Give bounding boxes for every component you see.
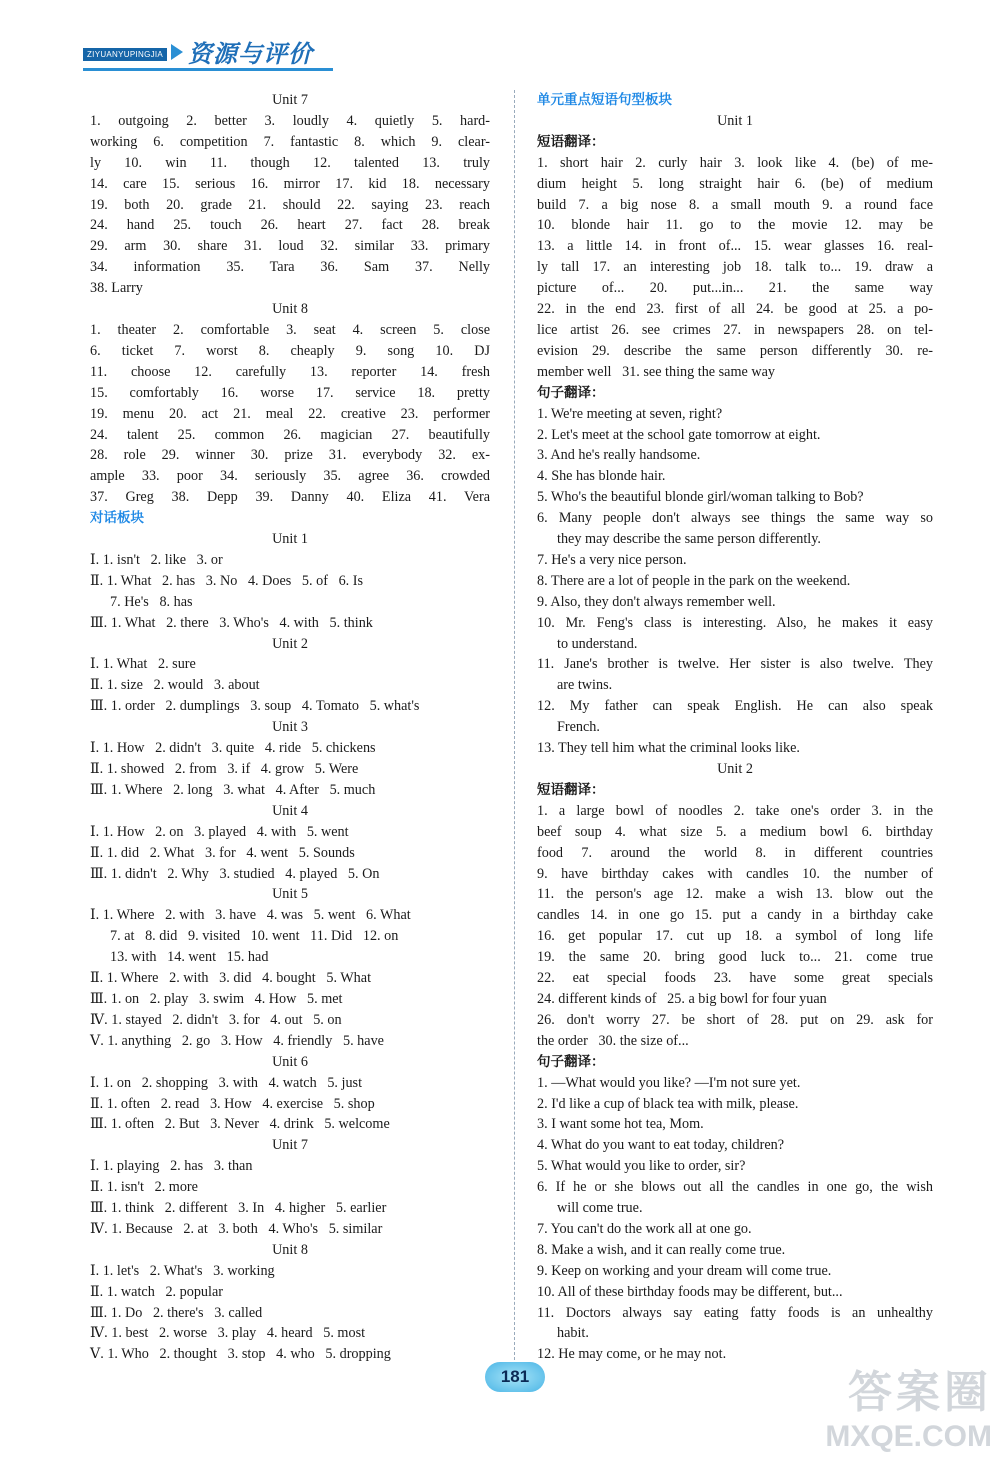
answer-line: evision 29. describe the same person differently 30. re-: [537, 342, 933, 359]
answer-line: the order 30. the size of...: [537, 1032, 689, 1049]
answer-line: 22. eat special foods 23. have some great specials: [537, 970, 933, 987]
answer-line: 4. What do you want to eat today, children?: [537, 1137, 785, 1154]
unit-heading: Unit 5: [272, 886, 308, 903]
answer-line: ample 33. poor 34. seriously 35. agree 36. crowded: [90, 468, 490, 485]
answer-line: working 6. competition 7. fantastic 8. which 9. clear-: [90, 133, 490, 150]
answer-line: 1. We're meeting at seven, right?: [537, 405, 723, 422]
header-title: 资源与评价: [188, 40, 313, 68]
answer-line: 4. She has blonde hair.: [537, 468, 666, 485]
answer-line: 6. Many people don't always see things the same way so: [537, 510, 933, 527]
page-header: [83, 30, 343, 70]
answer-line: Ⅰ. 1. on 2. shopping 3. with 4. watch 5. just: [90, 1074, 363, 1091]
answer-line: Ⅱ. 1. often 2. read 3. How 4. exercise 5. shop: [90, 1095, 375, 1112]
answer-line: Ⅲ. 1. Do 2. there's 3. called: [90, 1304, 263, 1321]
answer-line-continued: French.: [557, 719, 600, 736]
column-divider: [514, 90, 515, 1360]
answer-line: Ⅲ. 1. What 2. there 3. Who's 4. with 5. think: [90, 614, 373, 631]
answer-line: 1. outgoing 2. better 3. loudly 4. quietly 5. hard-: [90, 112, 490, 129]
answer-line: 2. Let's meet at the school gate tomorrow at eight.: [537, 426, 821, 443]
page-number: 181: [485, 1362, 545, 1392]
answer-line: 26. don't worry 27. be short of 28. put on 29. ask for: [537, 1011, 933, 1028]
answer-line: Ⅰ. 1. playing 2. has 3. than: [90, 1158, 253, 1175]
answer-line: 11. the person's age 12. make a wish 13. blow out the: [537, 886, 933, 903]
section-heading: 对话板块: [90, 510, 144, 527]
answer-line: 10. Mr. Feng's class is interesting. Also, he makes it easy: [537, 614, 933, 631]
answer-line: dium height 5. long straight hair 6. (be) of medium: [537, 175, 933, 192]
section-heading: 单元重点短语句型板块: [537, 92, 672, 108]
answer-line: 11. Doctors always say eating fatty foods is an unhealthy: [537, 1304, 933, 1321]
answer-line: Ⅲ. 1. often 2. But 3. Never 4. drink 5. welcome: [90, 1116, 390, 1133]
answer-line: 19. both 20. grade 21. should 22. saying 23. reach: [90, 196, 490, 213]
answer-line: 3. I want some hot tea, Mom.: [537, 1116, 704, 1133]
watermark-url: MXQE.COM: [825, 1420, 992, 1453]
unit-heading: Unit 1: [272, 531, 308, 548]
answer-line-continued: to understand.: [557, 635, 638, 652]
unit-heading: Unit 6: [272, 1053, 308, 1070]
answer-line: 6. If he or she blows out all the candles in one go, the wish: [537, 1179, 933, 1196]
answer-line: Ⅰ. 1. isn't 2. like 3. or: [90, 551, 223, 568]
answer-line: Ⅴ. 1. anything 2. go 3. How 4. friendly 5. have: [90, 1032, 384, 1049]
unit-heading: Unit 1: [717, 112, 753, 129]
answer-line: 11. choose 12. carefully 13. reporter 14. fresh: [90, 363, 490, 380]
answer-line: 37. Greg 38. Depp 39. Danny 40. Eliza 41. Vera: [90, 489, 490, 506]
answer-line: 24. different kinds of 25. a big bowl for four yuan: [537, 990, 827, 1007]
answer-line: 34. information 35. Tara 36. Sam 37. Nelly: [90, 259, 490, 276]
answer-line: lice artist 26. see crimes 27. in newspapers 28. on tel-: [537, 321, 933, 338]
watermark-logo: 答案圈: [848, 1368, 992, 1417]
answer-line: 9. Keep on working and your dream will come true.: [537, 1262, 832, 1279]
answer-line: food 7. around the world 8. in different countries: [537, 844, 933, 861]
answer-line-continued: 7. at 8. did 9. visited 10. went 11. Did 12. on: [110, 928, 399, 945]
answer-line-continued: 7. He's 8. has: [110, 593, 193, 610]
answer-line: 19. the same 20. bring good luck to... 21. come true: [537, 949, 933, 966]
answer-line: 11. Jane's brother is twelve. Her sister is also twelve. They: [537, 656, 933, 673]
right-column: [537, 90, 933, 1365]
answer-line: Ⅱ. 1. watch 2. popular: [90, 1283, 223, 1300]
header-subtitle: ZIYUANYUPINGJIA: [83, 48, 167, 61]
answer-line: 12. My father can speak English. He can also speak: [537, 698, 933, 715]
answer-line: 16. get popular 17. cut up 18. a symbol of long life: [537, 928, 933, 945]
answer-line: Ⅲ. 1. Where 2. long 3. what 4. After 5. much: [90, 781, 376, 798]
answer-line: 5. What would you like to order, sir?: [537, 1158, 746, 1175]
answer-line: 3. And he's really handsome.: [537, 447, 701, 464]
answer-line: 13. a little 14. in front of... 15. wear glasses 16. real-: [537, 238, 933, 255]
unit-heading: Unit 3: [272, 719, 308, 736]
answer-line: Ⅳ. 1. best 2. worse 3. play 4. heard 5. most: [90, 1325, 366, 1342]
answer-line: 10. blonde hair 11. go to the movie 12. may be: [537, 217, 933, 234]
answer-line: Ⅲ. 1. on 2. play 3. swim 4. How 5. met: [90, 990, 343, 1007]
answer-line: 22. in the end 23. first of all 24. be good at 25. a po-: [537, 301, 933, 318]
answer-line-continued: habit.: [557, 1325, 589, 1342]
answer-line: Ⅰ. 1. What 2. sure: [90, 656, 196, 673]
answer-line: Ⅱ. 1. size 2. would 3. about: [90, 677, 260, 694]
answer-line: 7. You can't do the work all at one go.: [537, 1220, 752, 1237]
answer-line: 1. —What would you like? —I'm not sure yet.: [537, 1074, 801, 1091]
answer-line: picture of... 20. put...in... 21. the same way: [537, 280, 933, 297]
unit-heading: Unit 2: [717, 761, 753, 777]
watermark: [825, 1356, 992, 1454]
answer-line: Ⅱ. 1. Where 2. with 3. did 4. bought 5. What: [90, 970, 372, 987]
subsection-heading: 短语翻译：: [537, 133, 605, 150]
answer-line: Ⅱ. 1. What 2. has 3. No 4. Does 5. of 6. Is: [90, 572, 364, 589]
answer-line: Ⅰ. 1. How 2. on 3. played 4. with 5. went: [90, 823, 349, 840]
subsection-heading: 句子翻译：: [537, 384, 605, 401]
answer-line: 24. talent 25. common 26. magician 27. beautifully: [90, 426, 490, 443]
answer-line: 12. He may come, or he may not.: [537, 1346, 727, 1363]
unit-heading: Unit 8: [272, 301, 308, 318]
answer-line: build 7. a big nose 8. a small mouth 9. a round face: [537, 196, 933, 213]
answer-line: 5. Who's the beautiful blonde girl/woman talking to Bob?: [537, 489, 864, 506]
answer-line: Ⅴ. 1. Who 2. thought 3. stop 4. who 5. dropping: [90, 1346, 391, 1363]
answer-line: 29. arm 30. share 31. loud 32. similar 33. primary: [90, 238, 490, 255]
unit-heading: Unit 8: [272, 1241, 308, 1258]
answer-line: 13. They tell him what the criminal looks like.: [537, 740, 800, 757]
answer-line: 1. short hair 2. curly hair 3. look like 4. (be) of me-: [537, 154, 933, 171]
answer-line: 8. Make a wish, and it can really come true.: [537, 1241, 786, 1258]
answer-line: 19. menu 20. act 21. meal 22. creative 23. performer: [90, 405, 490, 422]
unit-heading: Unit 7: [272, 1137, 308, 1154]
answer-line: Ⅱ. 1. showed 2. from 3. if 4. grow 5. Were: [90, 761, 359, 777]
subsection-heading: 句子翻译：: [537, 1053, 605, 1070]
answer-line: candles 14. in one go 15. put a candy in a birthday cake: [537, 907, 933, 924]
answer-line: Ⅱ. 1. isn't 2. more: [90, 1179, 198, 1196]
answer-line: 24. hand 25. touch 26. heart 27. fact 28. break: [90, 217, 490, 234]
answer-line: Ⅰ. 1. How 2. didn't 3. quite 4. ride 5. chickens: [90, 740, 376, 757]
answer-line-continued: they may describe the same person differently.: [557, 531, 821, 548]
answer-line: beef soup 4. what size 5. a medium bowl 6. birthday: [537, 823, 933, 840]
answer-line: Ⅰ. 1. let's 2. What's 3. working: [90, 1262, 275, 1279]
answer-line: Ⅳ. 1. Because 2. at 3. both 4. Who's 5. similar: [90, 1220, 383, 1237]
answer-line: 2. I'd like a cup of black tea with milk, please.: [537, 1095, 799, 1112]
answer-line: ly tall 17. an interesting job 18. talk to... 19. draw a: [537, 259, 933, 276]
answer-line: 8. There are a lot of people in the park on the weekend.: [537, 572, 851, 589]
left-column: [90, 90, 490, 1365]
answer-line: 10. All of these birthday foods may be different, but...: [537, 1283, 843, 1300]
unit-heading: Unit 7: [272, 92, 308, 108]
answer-line: Ⅱ. 1. did 2. What 3. for 4. went 5. Sounds: [90, 844, 355, 861]
answer-line: Ⅲ. 1. think 2. different 3. In 4. higher 5. earlier: [90, 1200, 387, 1217]
answer-line-continued: will come true.: [557, 1200, 643, 1217]
arrow-icon: [171, 44, 183, 60]
answer-line: Ⅲ. 1. order 2. dumplings 3. soup 4. Tomato 5. what's: [90, 698, 420, 715]
answer-line: Ⅲ. 1. didn't 2. Why 3. studied 4. played 5. On: [90, 865, 380, 882]
answer-line: 14. care 15. serious 16. mirror 17. kid 18. necessary: [90, 175, 490, 192]
answer-line: 38. Larry: [90, 280, 143, 297]
answer-line: 28. role 29. winner 30. prize 31. everybody 32. ex-: [90, 447, 490, 464]
answer-line-continued: are twins.: [557, 677, 613, 694]
answer-line: 1. theater 2. comfortable 3. seat 4. screen 5. close: [90, 321, 490, 338]
answer-line: 9. have birthday cakes with candles 10. the number of: [537, 865, 933, 882]
answer-line: ly 10. win 11. though 12. talented 13. truly: [90, 154, 490, 171]
answer-line-continued: 13. with 14. went 15. had: [110, 949, 269, 966]
answer-line: 15. comfortably 16. worse 17. service 18. pretty: [90, 384, 490, 401]
answer-line: Ⅳ. 1. stayed 2. didn't 3. for 4. out 5. on: [90, 1011, 342, 1028]
answer-line: 1. a large bowl of noodles 2. take one's order 3. in the: [537, 802, 933, 819]
answer-line: 7. He's a very nice person.: [537, 551, 687, 568]
answer-line: member well 31. see thing the same way: [537, 363, 775, 380]
answer-line: 9. Also, they don't always remember well.: [537, 593, 776, 610]
subsection-heading: 短语翻译：: [537, 781, 605, 798]
unit-heading: Unit 4: [272, 802, 308, 819]
unit-heading: Unit 2: [272, 635, 308, 652]
answer-line: 6. ticket 7. worst 8. cheaply 9. song 10. DJ: [90, 342, 490, 359]
header-rule: [83, 68, 333, 71]
answer-line: Ⅰ. 1. Where 2. with 3. have 4. was 5. went 6. What: [90, 907, 411, 924]
